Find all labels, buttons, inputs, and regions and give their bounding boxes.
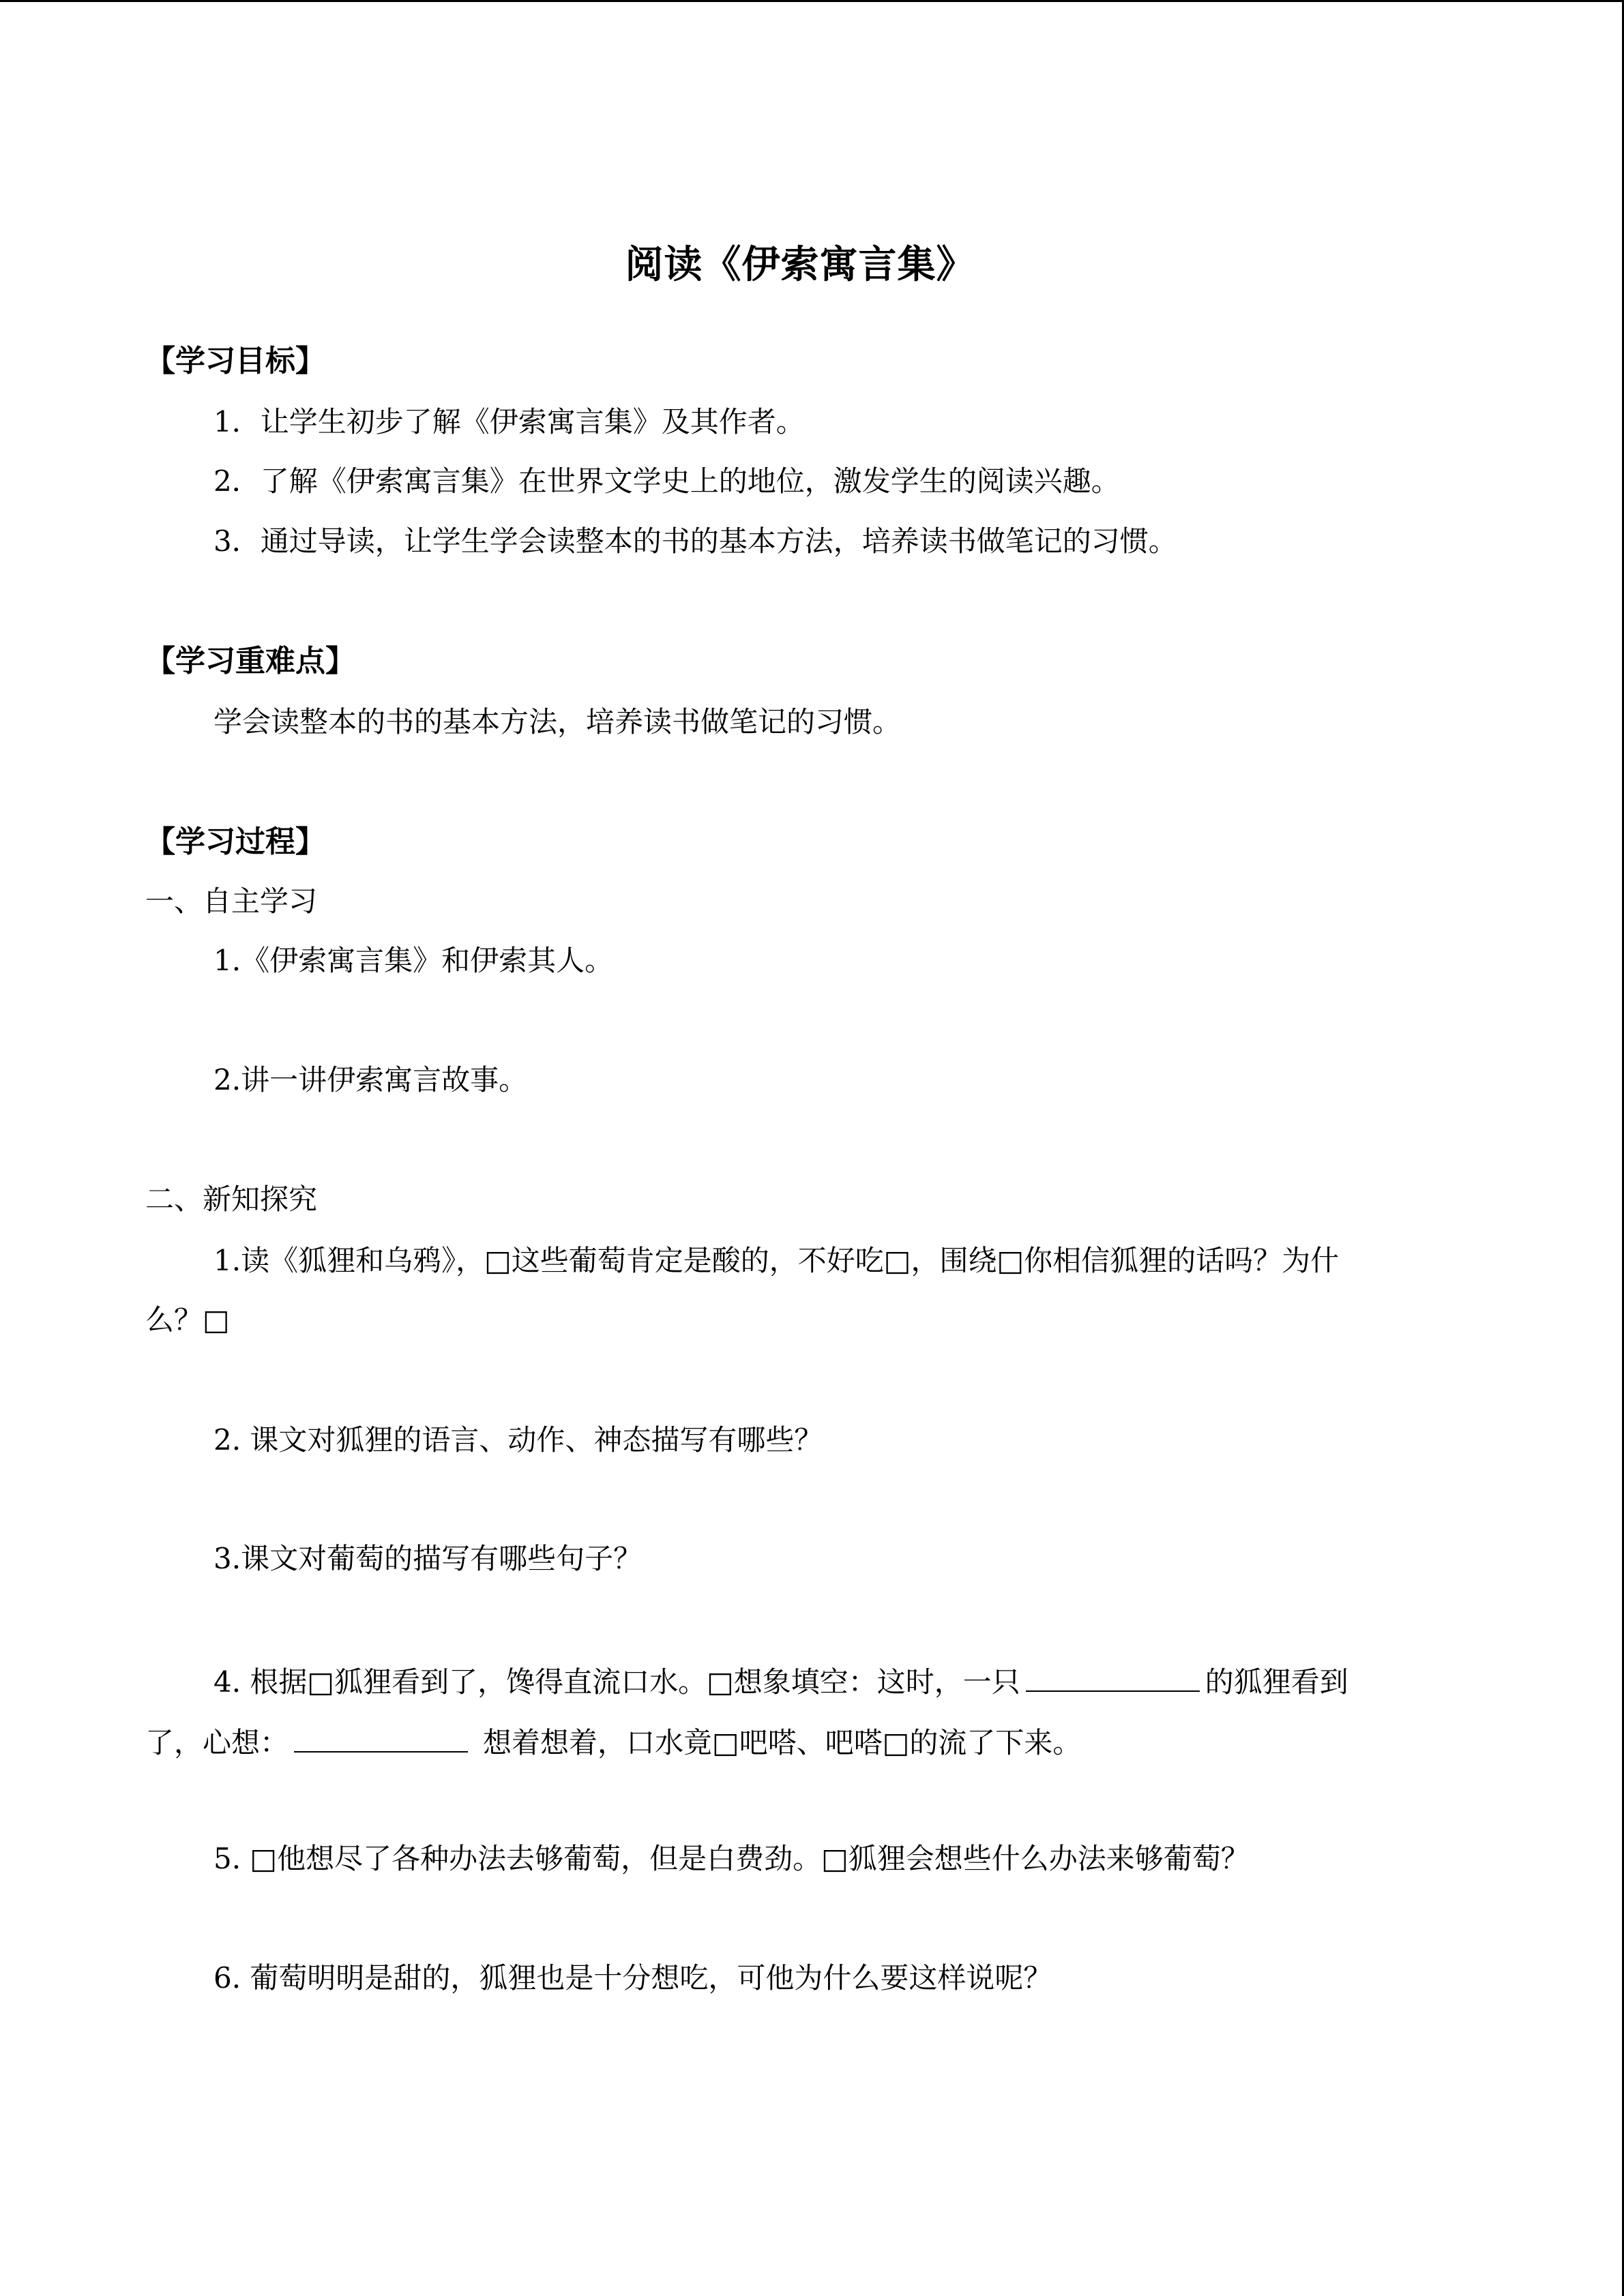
question-4-text-d: 想着想着，口水竟□吧嗒、吧嗒□的流了下来。	[483, 1726, 1082, 1759]
question-4-text-b: 的狐狸看到	[1205, 1665, 1348, 1699]
fill-blank-1[interactable]	[1026, 1665, 1200, 1692]
question-4-line-2	[145, 1725, 1081, 1757]
question-4-text-c: 了，心想：	[145, 1726, 289, 1759]
question-1-line-1: 1.读《狐狸和乌鸦》，□这些葡萄肯定是酸的，不好吃□，围绕□你相信狐狸的话吗？为什	[213, 1244, 1340, 1277]
objective-item-3: 3．通过导读，让学生学会读整本的书的基本方法，培养读书做笔记的习惯。	[213, 524, 1177, 558]
objectives-heading: 【学习目标】	[145, 344, 325, 378]
part1-item-2: 2.讲一讲伊索寓言故事。	[213, 1063, 528, 1097]
objective-item-2: 2．了解《伊索寓言集》在世界文学史上的地位，激发学生的阅读兴趣。	[213, 464, 1120, 498]
objective-item-1: 1．让学生初步了解《伊索寓言集》及其作者。	[213, 405, 805, 438]
question-4-line-1	[213, 1665, 1348, 1697]
part2-title: 二、新知探究	[145, 1182, 318, 1216]
question-5: 5. □他想尽了各种办法去够葡萄，但是白费劲。□狐狸会想些什么办法来够葡萄？	[213, 1842, 1250, 1875]
key-points-heading: 【学习重难点】	[145, 644, 355, 679]
part1-title: 一、自主学习	[145, 884, 318, 918]
key-points-text: 学会读整本的书的基本方法，培养读书做笔记的习惯。	[213, 705, 902, 739]
question-3: 3.课文对葡萄的描写有哪些句子？	[213, 1542, 643, 1575]
page-title: 阅读《伊索寓言集》	[625, 243, 975, 287]
question-6: 6. 葡萄明明是甜的，狐狸也是十分想吃，可他为什么要这样说呢？	[213, 1961, 1052, 1995]
part1-item-1: 1.《伊索寓言集》和伊索其人。	[213, 944, 614, 977]
fill-blank-2[interactable]	[294, 1725, 468, 1753]
question-2: 2. 课文对狐狸的语言、动作、神态描写有哪些？	[213, 1423, 823, 1457]
process-heading: 【学习过程】	[145, 824, 325, 859]
question-1-line-2: 么？□	[145, 1303, 230, 1337]
question-4-text-a: 4. 根据□狐狸看到了，馋得直流口水。□想象填空：这时，一只	[213, 1665, 1020, 1699]
